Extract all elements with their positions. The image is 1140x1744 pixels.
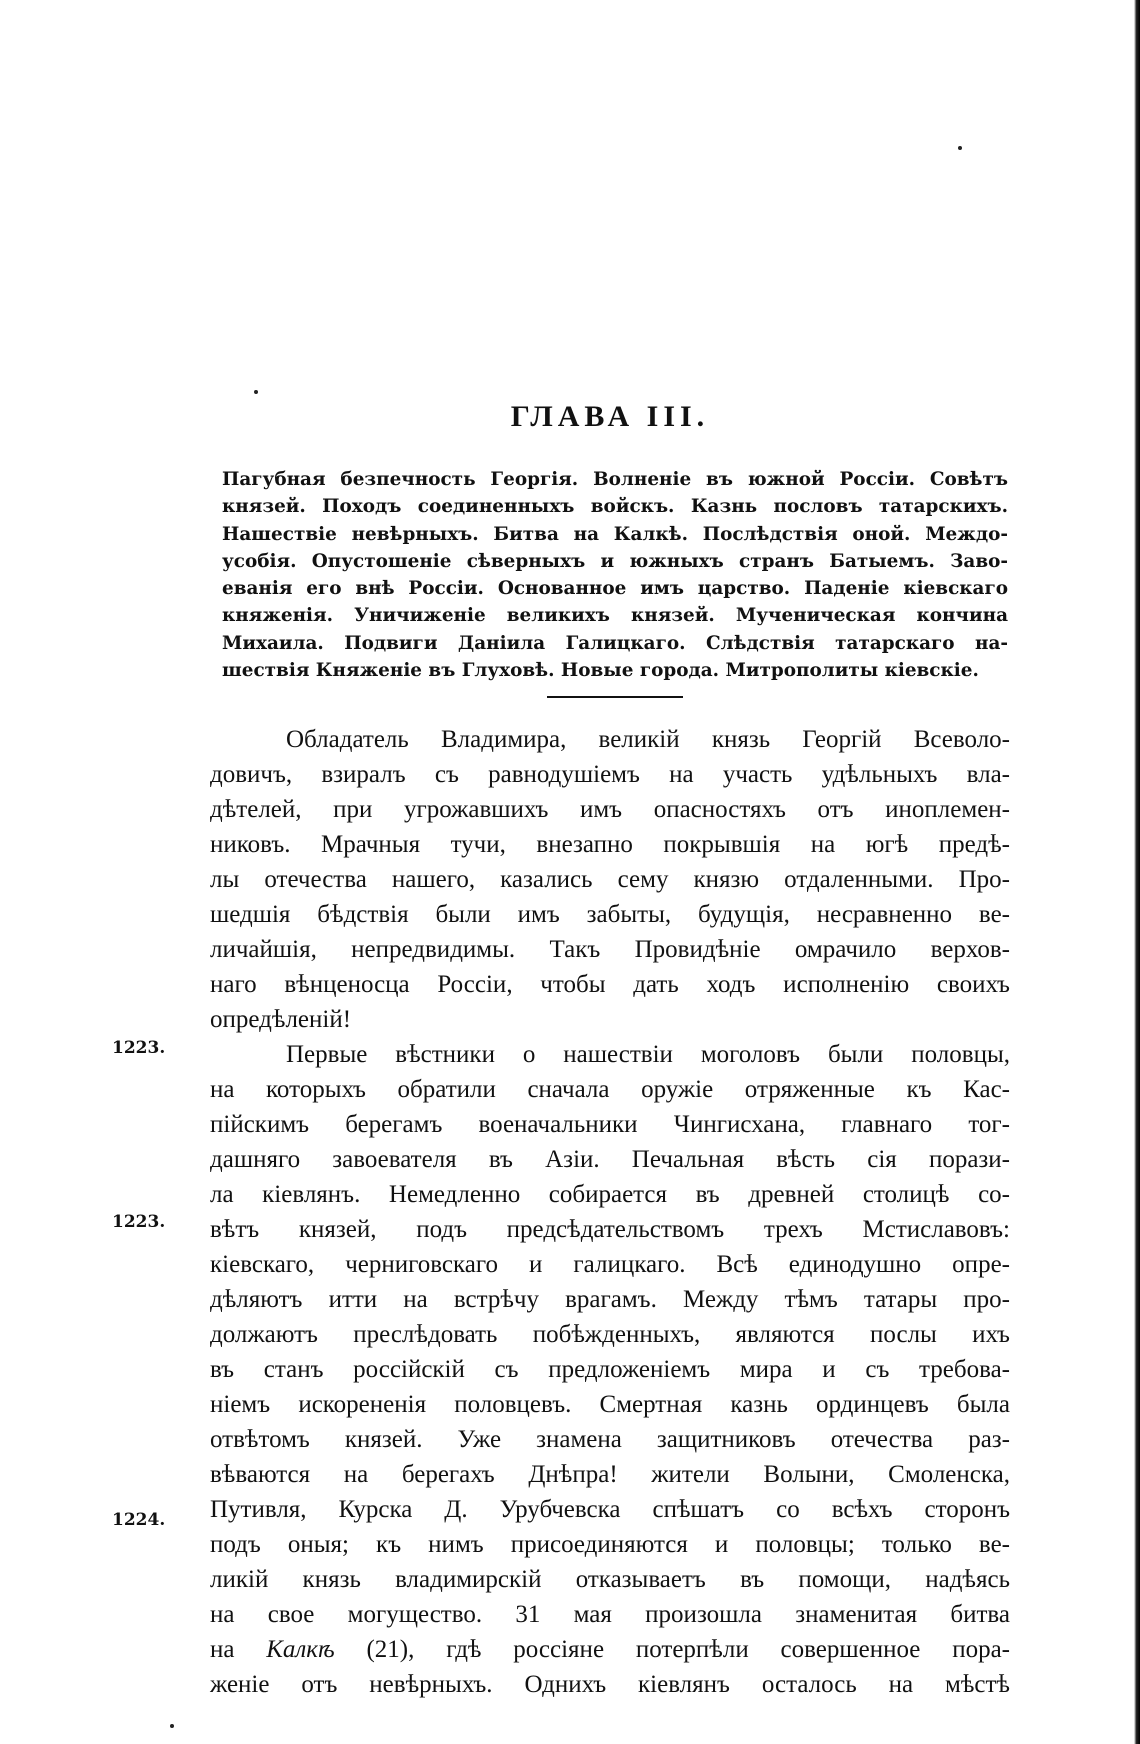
chapter-summary <box>222 466 1008 684</box>
summary-line: Михаила. Подвиги Даніила Галицкаго. Слѣдствія татарскаго на- <box>222 632 1008 654</box>
body-line: личайшія, непредвидимы. Такъ Провидѣніе омрачило верхов- <box>210 936 1010 963</box>
body-line: никовъ. Мрачныя тучи, внезапно покрывшія на югѣ предѣ- <box>210 831 1010 858</box>
body-line: довичъ, взиралъ съ равнодушіемъ на участь удѣльныхъ вла- <box>210 761 1010 788</box>
body-line: вѣваются на берегахъ Днѣпра! жители Волыни, Смоленска, <box>210 1461 1010 1488</box>
body-line: кіевскаго, черниговскаго и галицкаго. Всѣ единодушно опре- <box>210 1251 1010 1278</box>
scan-speck <box>254 390 258 394</box>
body-line: шедшія бѣдствія были имъ забыты, будущія, несравненно ве- <box>210 901 1010 928</box>
body-line: лы отечества нашего, казались сему князю отдаленными. Про- <box>210 866 1010 893</box>
body-line: дѣляютъ итти на встрѣчу врагамъ. Между тѣмъ татары про- <box>210 1286 1010 1313</box>
kalka-prefix: на <box>210 1636 267 1663</box>
margin-year: 1223. <box>112 1212 166 1232</box>
page-edge-shadow <box>1134 0 1140 1744</box>
body-line: ніемъ искорененія половцевъ. Смертная казнь ординцевъ была <box>210 1391 1010 1418</box>
body-line: ликій князь владимирскій отказываетъ въ помощи, надѣясь <box>210 1566 1010 1593</box>
body-line: Обладатель Владимира, великій князь Георгій Всеволо- <box>286 726 1010 753</box>
summary-line: Нашествіе невѣрныхъ. Битва на Калкѣ. Послѣдствія оной. Междо- <box>222 523 1008 545</box>
kalka-suffix: (21), гдѣ россіяне потерпѣли совершенное пора- <box>334 1636 1010 1663</box>
body-line: вѣтъ князей, подъ предсѣдательствомъ трехъ Мстиславовъ: <box>210 1216 1010 1243</box>
summary-line: усобія. Опустошеніе сѣверныхъ и южныхъ странъ Батыемъ. Заво- <box>222 550 1008 572</box>
body-line: на свое могущество. 31 мая произошла знаменитая битва <box>210 1601 1010 1628</box>
body-line: отвѣтомъ князей. Уже знамена защитниковъ отечества раз- <box>210 1426 1010 1453</box>
summary-line: еванія его внѣ Россіи. Основанное имъ царство. Паденіе кіевскаго <box>222 578 1008 600</box>
kalka-place-name: Калкѣ <box>266 1636 335 1663</box>
margin-year: 1224. <box>112 1510 166 1530</box>
body-line: дашняго завоевателя въ Азіи. Печальная вѣсть сія порази- <box>210 1146 1010 1173</box>
scan-speck <box>958 146 962 150</box>
body-line: дѣтелей, при угрожавшихъ имъ опасностяхъ отъ иноплемен- <box>210 796 1010 823</box>
margin-year: 1223. <box>112 1038 166 1058</box>
body-line: въ станъ россійскій съ предложеніемъ мира и съ требова- <box>210 1356 1010 1383</box>
summary-line: шествія Княженіе въ Глуховѣ. Новые города. Митрополиты кіевскіе. <box>222 660 979 682</box>
body-line: на которыхъ обратили сначала оружіе отряженные къ Кас- <box>210 1076 1010 1103</box>
body-line: должаютъ преслѣдовать побѣжденныхъ, являются послы ихъ <box>210 1321 1010 1348</box>
body-line: наго вѣнценосца Россіи, чтобы дать ходъ исполненію своихъ <box>210 971 1010 998</box>
summary-line: княженія. Уничиженіе великихъ князей. Мученическая кончина <box>222 605 1008 627</box>
body-line: пійскимъ берегамъ военачальники Чингисхана, главнаго тог- <box>210 1111 1010 1138</box>
section-divider <box>547 696 683 698</box>
chapter-title: ГЛАВА III. <box>510 400 710 433</box>
body-line-kalka <box>210 1632 1010 1667</box>
body-line: подъ оныя; къ нимъ присоединяются и половцы; только ве- <box>210 1531 1010 1558</box>
body-line: женіе отъ невѣрныхъ. Однихъ кіевлянъ осталось на мѣстѣ <box>210 1671 1010 1698</box>
body-line: опредѣленій! <box>210 1006 352 1033</box>
body-text <box>210 722 1010 1702</box>
body-line: Путивля, Курска Д. Урубчевска спѣшатъ со всѣхъ сторонъ <box>210 1496 1010 1523</box>
body-line: ла кіевлянъ. Немедленно собирается въ древней столицѣ со- <box>210 1181 1010 1208</box>
summary-line: Пагубная безпечность Георгія. Волненіе въ южной Россіи. Совѣтъ <box>222 469 1008 490</box>
summary-line: князей. Походъ соединенныхъ войскъ. Казнь пословъ татарскихъ. <box>222 496 1008 518</box>
body-line: Первые вѣстники о нашествіи моголовъ были половцы, <box>286 1041 1010 1068</box>
scan-speck <box>170 1724 174 1728</box>
